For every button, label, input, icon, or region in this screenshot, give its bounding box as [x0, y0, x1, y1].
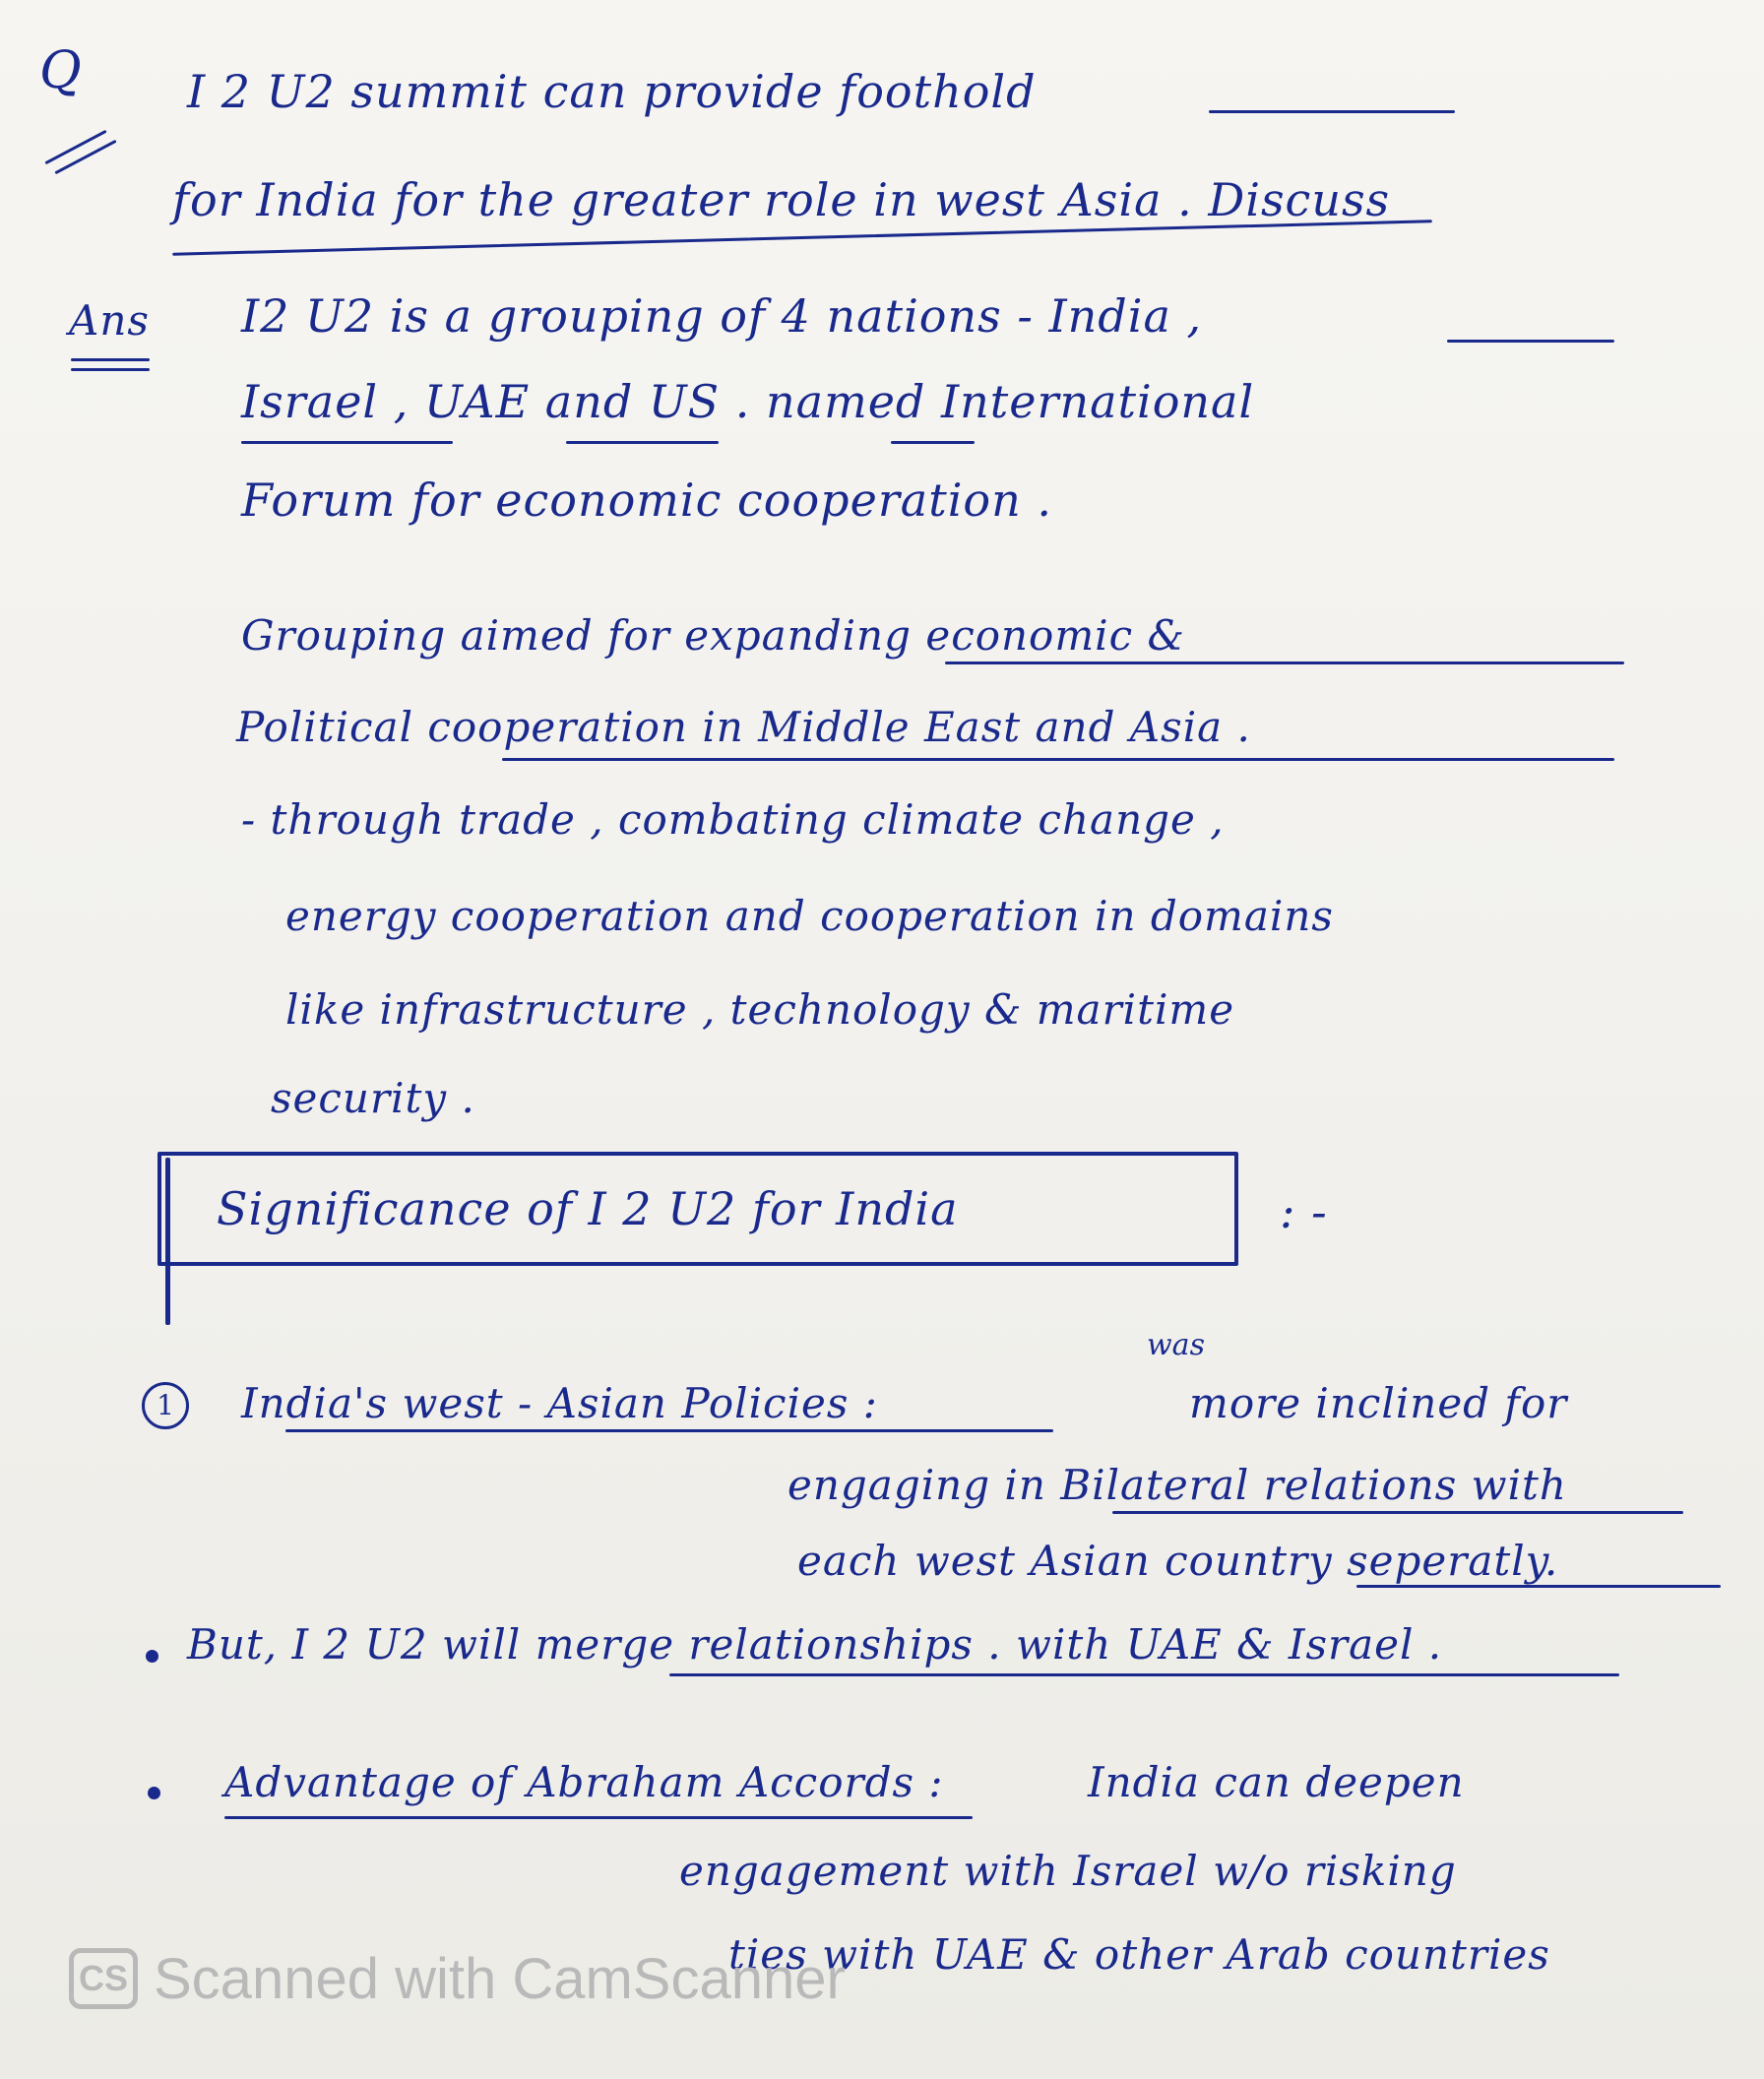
aim-line-5: like infrastructure , technology & maritime — [285, 985, 1235, 1034]
point1-heading-underline — [285, 1429, 1053, 1432]
question-line-1: I 2 U2 summit can provide foothold — [187, 65, 1037, 118]
point1-heading: India's west - Asian Policies : — [241, 1379, 878, 1427]
point1-text-3: each west Asian country seperatly. — [797, 1537, 1559, 1585]
us-underline — [891, 441, 975, 444]
answer-marker: Ans — [69, 296, 150, 345]
israel-underline — [241, 441, 453, 444]
bullet2-heading: Advantage of Abraham Accords : — [224, 1758, 944, 1806]
bullet2-text-1: India can deepen — [1088, 1758, 1465, 1806]
box-left-stroke — [165, 1158, 170, 1325]
uae-underline — [566, 441, 719, 444]
question-marker-stroke — [54, 140, 116, 175]
bullet1-text: But, I 2 U2 will merge relationships . with UAE & Israel . — [187, 1620, 1443, 1669]
answer-marker-underline — [71, 368, 150, 371]
intro-line-2: Israel , UAE and US . named International — [241, 375, 1255, 428]
bilateral-underline — [1112, 1511, 1683, 1514]
aim-line-2: Political cooperation in Middle East and Asia . — [236, 703, 1251, 751]
bullet-dot — [148, 1787, 160, 1799]
significance-suffix: : - — [1280, 1185, 1328, 1238]
bullet2-text-2: engagement with Israel w/o risking — [679, 1847, 1457, 1895]
expanding-underline — [945, 662, 1624, 664]
bullet-dot — [146, 1650, 158, 1663]
aim-line-3: - through trade , combating climate change , — [241, 795, 1225, 844]
aim-line-1: Grouping aimed for expanding economic & — [241, 611, 1185, 660]
country-underline — [1356, 1585, 1721, 1588]
camscanner-watermark — [69, 1944, 846, 2013]
point1-insert: was — [1147, 1328, 1205, 1362]
camscanner-logo-icon: CS — [69, 1948, 138, 2009]
cooperation-underline — [502, 758, 1614, 761]
answer-marker-underline — [71, 358, 150, 361]
bullet2-text-3: ties with UAE & other Arab countries — [728, 1930, 1550, 1979]
point-number-1: 1 — [142, 1382, 189, 1429]
intro-line-3: Forum for economic cooperation . — [241, 473, 1052, 527]
aim-line-4: energy cooperation and cooperation in domains — [285, 892, 1334, 940]
intro-line-1: I2 U2 is a grouping of 4 nations - India , — [241, 289, 1203, 343]
merge-underline — [669, 1673, 1619, 1676]
question-line-2: for India for the greater role in west Asia . Discuss — [172, 173, 1391, 226]
significance-heading: Significance of I 2 U2 for India — [217, 1182, 959, 1235]
point1-text-2: engaging in Bilateral relations with — [788, 1461, 1567, 1509]
india-underline — [1447, 340, 1614, 343]
foothold-underline — [1209, 110, 1455, 113]
watermark-text: Scanned with CamScanner — [154, 1946, 846, 2011]
point1-text-1: more inclined for — [1189, 1379, 1568, 1427]
question-marker: Q — [39, 41, 82, 100]
bullet2-heading-underline — [224, 1816, 973, 1819]
aim-line-6: security . — [271, 1074, 475, 1122]
